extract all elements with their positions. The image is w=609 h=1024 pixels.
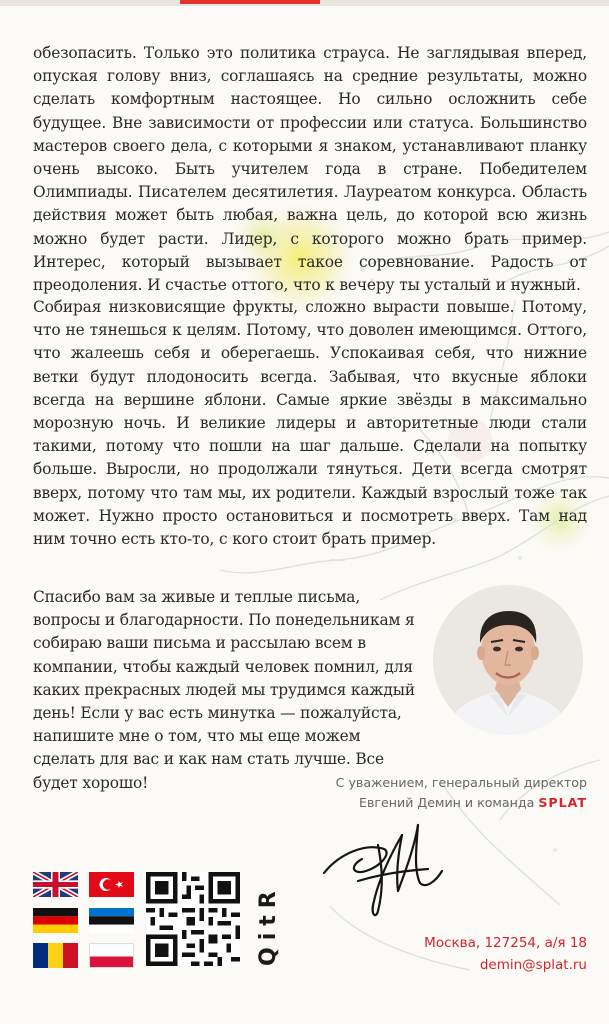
letter-paragraph-1: обезопасить. Только это политика страуса. Не заглядывая вперед, опуская голову вниз, соглашаясь на средние результаты, можно сделать комфортным настоящее. Но сильно осложнить себе будущее. Вне зависимости от профессии или статуса. Большинство мастеров своего дела, с которыми я знаком, устанавливают планку очень высоко. Быть учителем года в стране. Победителем Олимпиады. Писателем десятилетия. Лауреатом конкурса. Область действия может быть любая, важна цель, до которой всю жизнь можно будет расти. Лидер, с которого можно брать пример. Интерес, который вызывает такое соревнование. Радость от преодоления. И счастье оттого, что к вечеру ты усталый и нужный.: [33, 44, 587, 295]
signoff: [336, 773, 587, 813]
director-portrait: [433, 585, 583, 735]
germany-flag[interactable]: [33, 908, 78, 933]
signoff-line-1: С уважением, генеральный директор: [335, 775, 587, 790]
letter-paragraph-2: Собирая низковисящие фрукты, сложно вырасти повыше. Потому, что не тянешься к целям. Потому, что доволен имеющимся. Оттого, что жалеешь себя и оберегаешь. Успокаивая себя, что нижние ветки будут плодоносить всегда. Забывая, что вкусные яблоки всегда на вершине яблони. Самые яркие звёзды в максимально морозную ночь. И великие лидеры и авторитетные люди стали такими, потому что пошли на шаг дальше. Сделали на попытку больше. Выросли, но продолжали тянуться. Дети всегда смотрят вверх, потому что там мы, их родители. Каждый взрослый тоже так может. Нужно просто остановиться и посмотреть вверх. Там над ним точно есть кто-то, с кого стоит брать пример.: [33, 298, 587, 549]
poland-flag[interactable]: [89, 943, 134, 968]
handwritten-signature: [318, 815, 448, 925]
qr-code[interactable]: [146, 872, 240, 966]
contacts-block: [424, 932, 587, 976]
signoff-team: Евгений Демин и команда: [359, 795, 535, 810]
turkey-flag[interactable]: [89, 872, 134, 897]
email-link[interactable]: demin@splat.ru: [479, 957, 587, 973]
qitr-label: QitR: [256, 884, 281, 966]
thanks-paragraph: Спасибо вам за живые и теплые письма, вопросы и благодарности. По понедельникам я собираю ваши письма и рассылаю всем в компании, чтобы каждый человек помнил, для каких прекрасных людей мы трудимся каждый день! Если у вас есть минутка — пожалуйста, напишите мне о том, что мы еще можем сделать для вас и как нам стать лучше. Все будет хорошо!: [33, 588, 415, 792]
romania-flag[interactable]: [33, 943, 78, 968]
splat-brand: SPLAT: [538, 795, 587, 810]
signoff-line-2: [336, 793, 587, 813]
uk-flag[interactable]: [33, 872, 78, 897]
estonia-flag[interactable]: [89, 908, 134, 933]
postal-address: Москва, 127254, а/я 18: [424, 935, 587, 951]
